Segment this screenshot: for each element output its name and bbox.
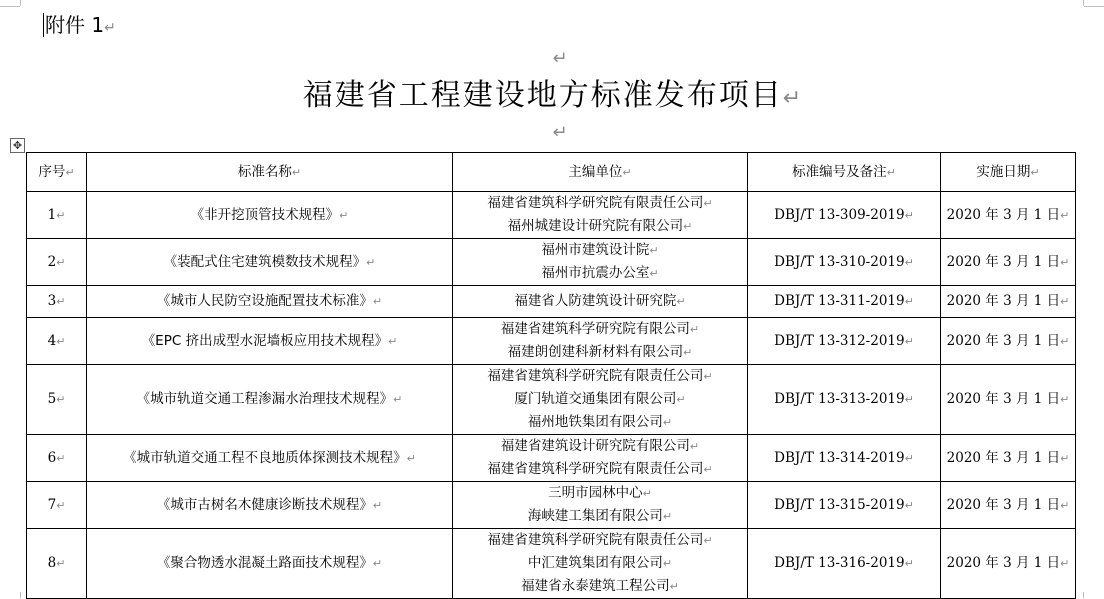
cell-no: 2↵ <box>27 239 87 286</box>
cell-unit: 福建省建筑科学研究院有限责任公司↵ 中汇建筑集团有限公司↵ 福建省永泰建筑工程公司↵ <box>453 529 748 599</box>
table-row <box>27 482 1076 529</box>
cell-no: 4↵ <box>27 318 87 365</box>
cell-no: 7↵ <box>27 482 87 529</box>
table-row <box>27 365 1076 435</box>
cell-name: 《装配式住宅建筑模数技术规程》↵ <box>87 239 453 286</box>
attachment-label <box>45 12 116 41</box>
cell-date: 2020 年 3 月 1 日↵ <box>941 435 1076 482</box>
cell-code: DBJ/T 13-315-2019↵ <box>748 482 941 529</box>
header-cell-date: 实施日期↵ <box>941 153 1076 192</box>
table-row <box>27 239 1076 286</box>
table-row <box>27 435 1076 482</box>
table-row <box>27 192 1076 239</box>
cell-date: 2020 年 3 月 1 日↵ <box>941 482 1076 529</box>
standards-table <box>26 152 1076 599</box>
cell-unit: 福州市建筑设计院↵ 福州市抗震办公室↵ <box>453 239 748 286</box>
cell-code: DBJ/T 13-312-2019↵ <box>748 318 941 365</box>
cell-no: 5↵ <box>27 365 87 435</box>
attachment-label-text: 附件 1 <box>45 13 105 37</box>
crop-mark <box>0 6 20 7</box>
cell-no: 6↵ <box>27 435 87 482</box>
text-cursor <box>43 13 44 37</box>
cell-code: DBJ/T 13-313-2019↵ <box>748 365 941 435</box>
header-cell-code: 标准编号及备注↵ <box>748 153 941 192</box>
cell-unit: 福建省建筑科学研究院有限责任公司↵ 厦门轨道交通集团有限公司↵ 福州地铁集团有限公司↵ <box>453 365 748 435</box>
crop-mark <box>20 592 21 598</box>
cell-unit: 福建省人防建筑设计研究院↵ <box>453 286 748 318</box>
paragraph-mark-icon: ↵ <box>782 86 802 111</box>
cell-code: DBJ/T 13-314-2019↵ <box>748 435 941 482</box>
cell-date: 2020 年 3 月 1 日↵ <box>941 529 1076 599</box>
table-row <box>27 318 1076 365</box>
table-row <box>27 286 1076 318</box>
crop-mark <box>1084 6 1104 7</box>
header-cell-unit: 主编单位↵ <box>453 153 748 192</box>
cell-unit: 三明市园林中心↵ 海峡建工集团有限公司↵ <box>453 482 748 529</box>
paragraph-mark-icon: ↵ <box>552 122 568 143</box>
cell-name: 《城市轨道交通工程渗漏水治理技术规程》↵ <box>87 365 453 435</box>
cell-code: DBJ/T 13-310-2019↵ <box>748 239 941 286</box>
cell-no: 1↵ <box>27 192 87 239</box>
cell-name: 《城市轨道交通工程不良地质体探测技术规程》↵ <box>87 435 453 482</box>
cell-code: DBJ/T 13-316-2019↵ <box>748 529 941 599</box>
table-row <box>27 529 1076 599</box>
cell-no: 8↵ <box>27 529 87 599</box>
paragraph-mark-icon: ↵ <box>104 20 116 36</box>
cell-no: 3↵ <box>27 286 87 318</box>
title-text: 福建省工程建设地方标准发布项目 <box>302 78 783 113</box>
cell-date: 2020 年 3 月 1 日↵ <box>941 239 1076 286</box>
cell-name: 《城市人民防空设施配置技术标准》↵ <box>87 286 453 318</box>
cell-code: DBJ/T 13-311-2019↵ <box>748 286 941 318</box>
cell-unit: 福建省建筑科学研究院有限责任公司↵ 福州城建设计研究院有限公司↵ <box>453 192 748 239</box>
cell-name: 《非开挖顶管技术规程》↵ <box>87 192 453 239</box>
cell-name: 《聚合物透水混凝土路面技术规程》↵ <box>87 529 453 599</box>
cell-code: DBJ/T 13-309-2019↵ <box>748 192 941 239</box>
cell-name: 《城市古树名木健康诊断技术规程》↵ <box>87 482 453 529</box>
paragraph-mark-icon: ↵ <box>552 48 568 69</box>
page-title <box>0 74 1104 121</box>
table-move-handle-icon[interactable]: ✥ <box>10 138 25 153</box>
cell-date: 2020 年 3 月 1 日↵ <box>941 365 1076 435</box>
crop-mark <box>20 0 21 6</box>
crop-mark <box>1083 592 1084 598</box>
header-cell-name: 标准名称↵ <box>87 153 453 192</box>
cell-date: 2020 年 3 月 1 日↵ <box>941 286 1076 318</box>
table-header-row <box>27 153 1076 192</box>
cell-date: 2020 年 3 月 1 日↵ <box>941 192 1076 239</box>
cell-unit: 福建省建筑设计研究院有限公司↵ 福建省建筑科学研究院有限责任公司↵ <box>453 435 748 482</box>
cell-name: 《EPC 挤出成型水泥墙板应用技术规程》↵ <box>87 318 453 365</box>
cell-date: 2020 年 3 月 1 日↵ <box>941 318 1076 365</box>
header-cell-no: 序号↵ <box>27 153 87 192</box>
cell-unit: 福建省建筑科学研究院有限公司↵ 福建朗创建科新材料有限公司↵ <box>453 318 748 365</box>
